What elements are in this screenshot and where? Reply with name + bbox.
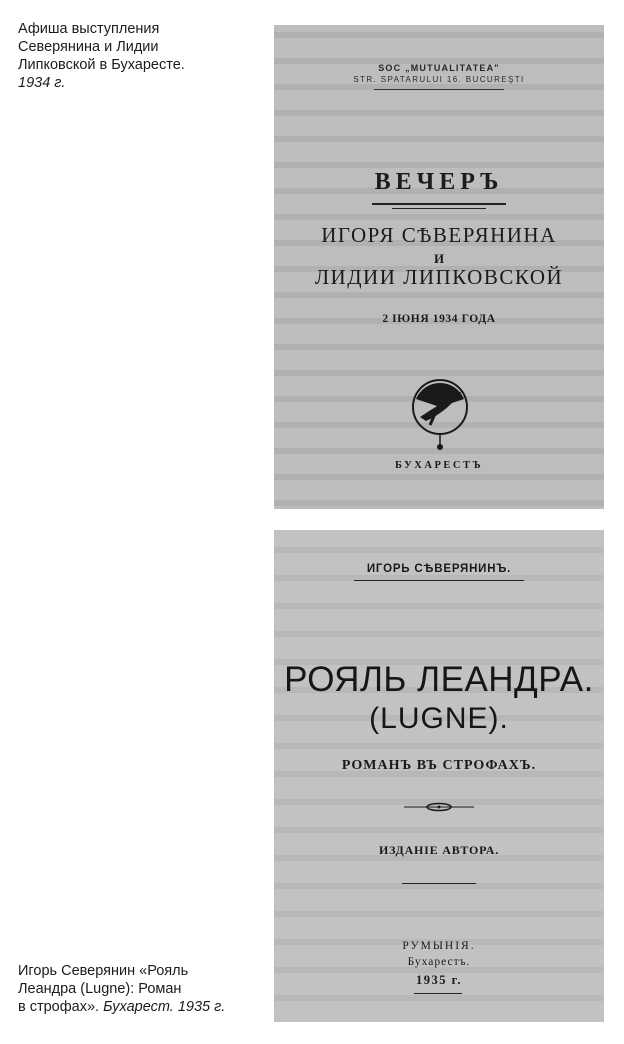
- book-cover-content: [274, 0, 604, 1044]
- caption-line: [18, 998, 258, 1016]
- caption-line: Северянина и Лидии: [18, 39, 159, 55]
- divider-rule: [414, 993, 462, 994]
- caption-year: 1934 г.: [18, 75, 66, 91]
- caption-place-year: Бухарест. 1935 г.: [103, 999, 226, 1015]
- cover-edition: ИЗДАНІЕ АВТОРА.: [378, 843, 500, 857]
- poster-header-society: SOC „MUTUALITATEA": [378, 63, 500, 73]
- poster-date: 2 ІЮНЯ 1934 ГОДА: [382, 313, 496, 325]
- ornament-divider-icon: [404, 802, 474, 812]
- cover-subtitle: РОМАНЪ ВЪ СТРОФАХЪ.: [341, 758, 537, 773]
- caption-book-cover: [18, 962, 258, 1016]
- cover-country: РУМЫНІЯ.: [402, 940, 476, 952]
- caption-line3: в строфах».: [18, 999, 100, 1015]
- poster-performer-1: ИГОРЯ СѢВЕРЯНИНА: [321, 223, 557, 247]
- caption-line: Афиша выступления: [18, 21, 160, 37]
- cover-title-line-2: (LUGNE).: [369, 702, 509, 735]
- poster-conjunction: И: [433, 251, 445, 266]
- cover-year: 1935 г.: [415, 973, 463, 987]
- caption-line: Липковской в Бухаресте.: [18, 57, 185, 73]
- cover-author: ИГОРЬ СѢВЕРЯНИНЪ.: [366, 563, 512, 575]
- divider-rule: [354, 580, 524, 581]
- poster-heading: ВЕЧЕРЪ: [374, 169, 504, 195]
- poster-city: БУХАРЕСТЪ: [395, 460, 483, 471]
- caption-line: Игорь Северянин «Рояль: [18, 963, 189, 979]
- caption-line: Леандра (Lugne): Роман: [18, 981, 182, 997]
- caption-evening-poster: [18, 20, 258, 92]
- poster-performer-2: ЛИДИИ ЛИПКОВСКОЙ: [314, 265, 564, 289]
- cover-title-line-1: РОЯЛЬ ЛЕАНДРА.: [284, 660, 594, 699]
- divider-rule: [402, 883, 476, 884]
- cover-city: Бухарестъ.: [407, 956, 471, 968]
- poster-header-address: STR. SPATARULUI 16. BUCUREŞTI: [353, 75, 525, 84]
